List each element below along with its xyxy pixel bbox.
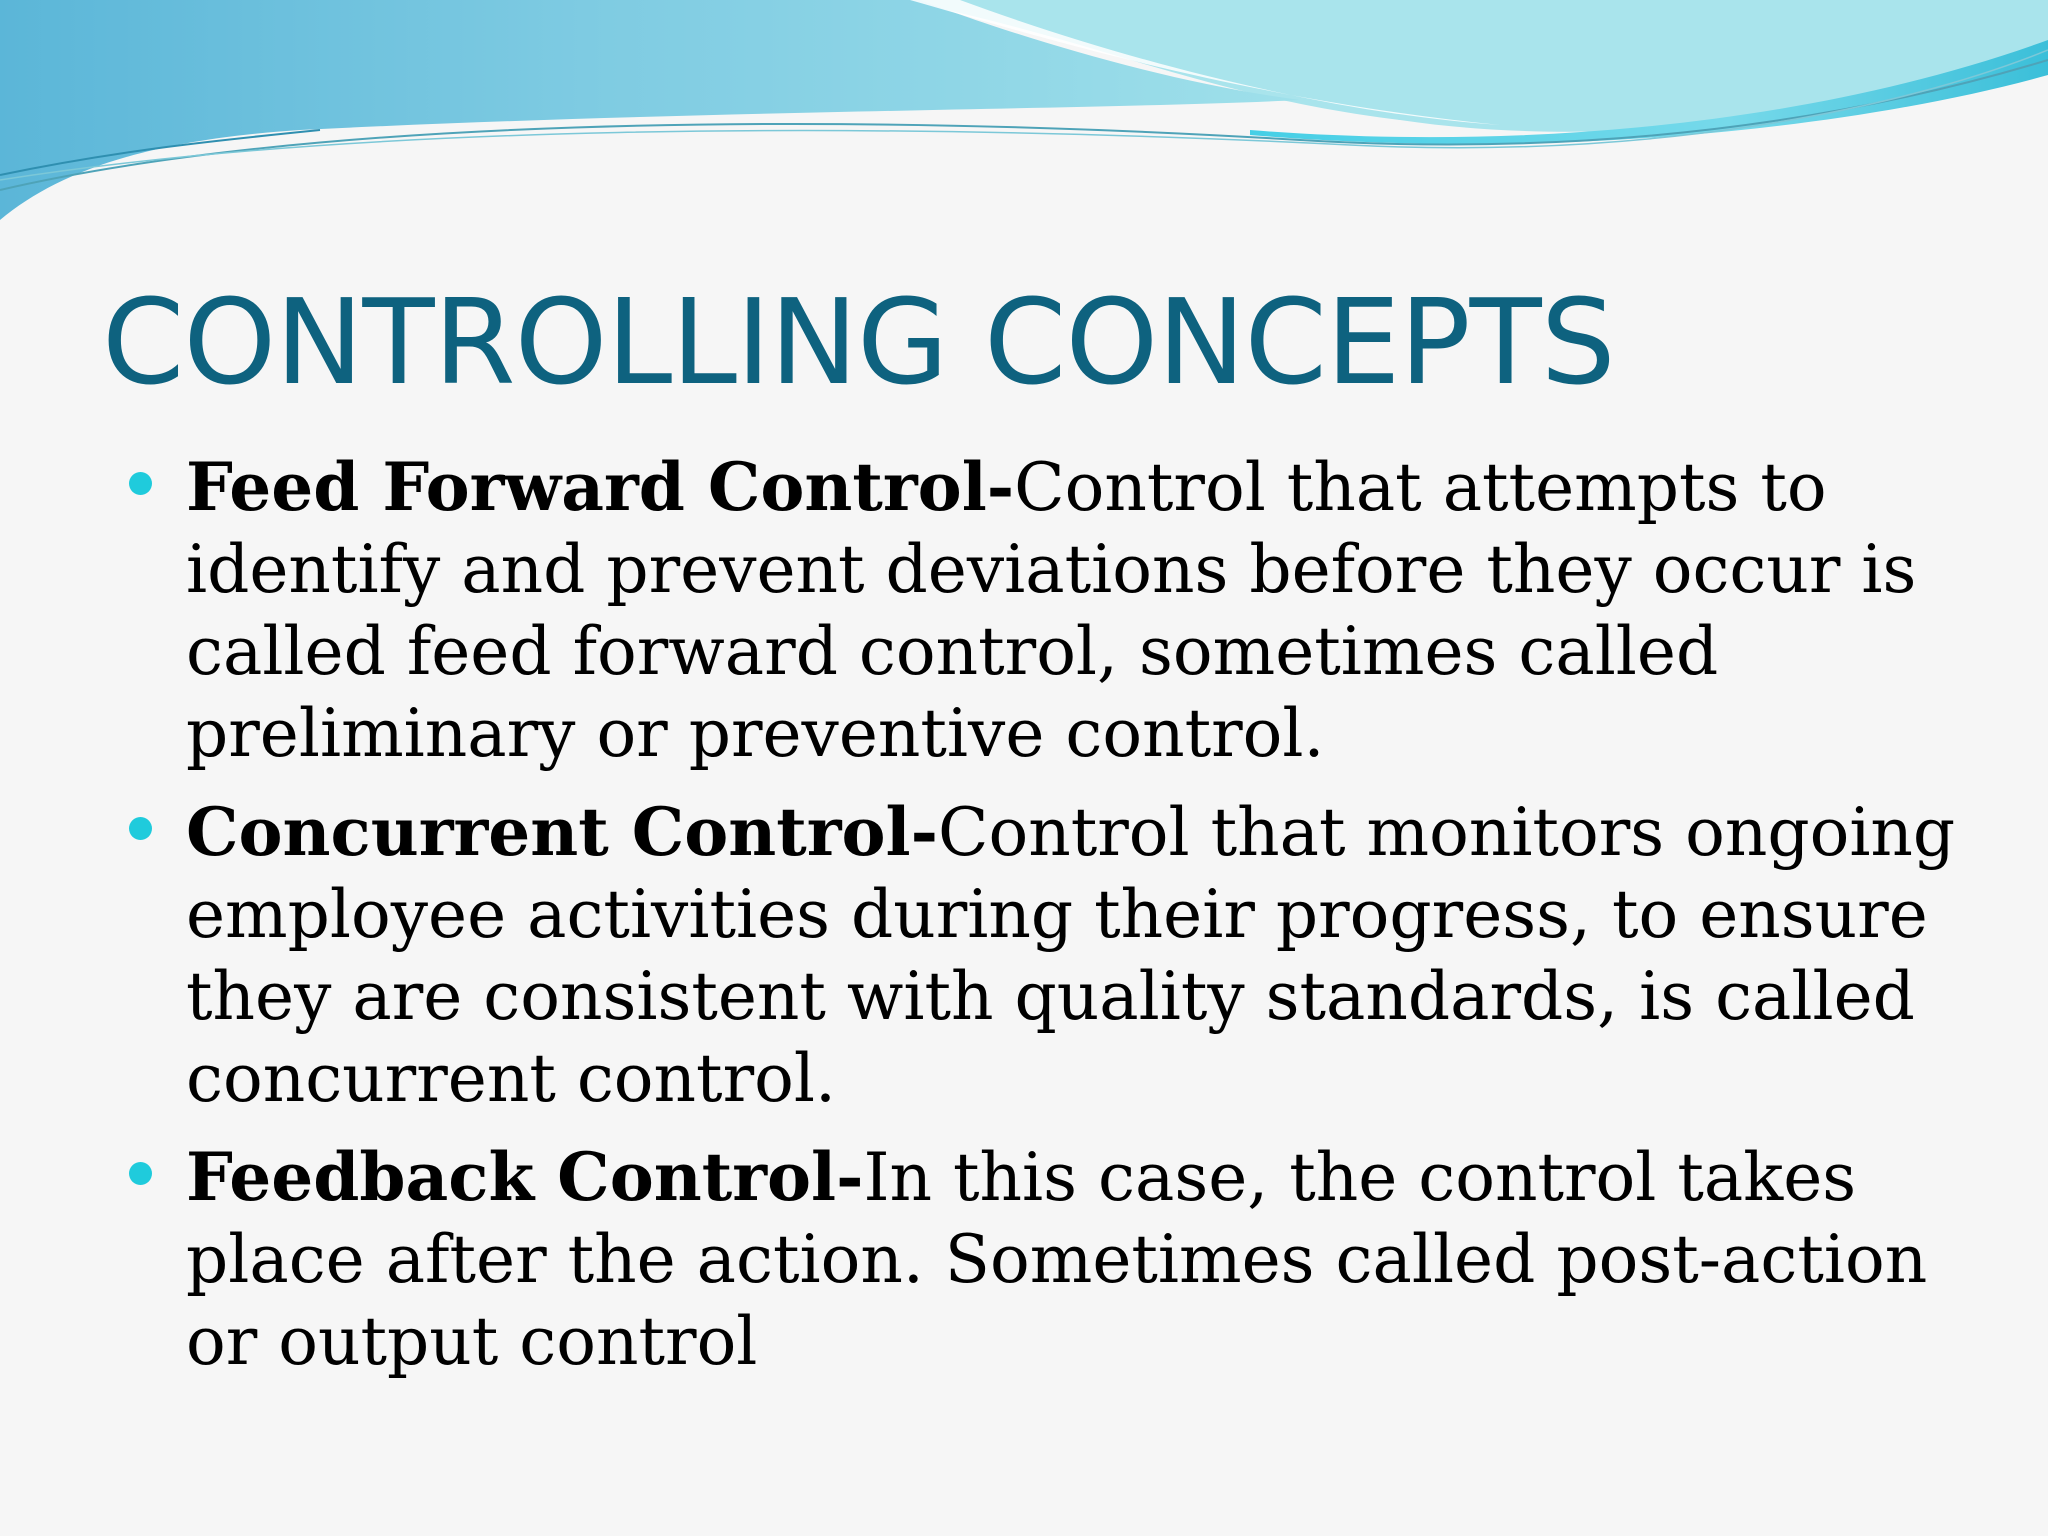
bullet-term: Feed Forward Control- [186, 448, 1015, 526]
slide-title: CONTROLLING CONCEPTS [102, 273, 1615, 411]
bullet-term: Concurrent Control- [186, 793, 938, 871]
bullet-text: Control that monitors ongoing employee activities during their progress, to ensure they are consistent with quality standards, is called concurrent control. [186, 794, 1956, 1117]
bullet-text: Control that attempts to identify and prevent deviations before they occur is called feed forward control, sometimes called preliminary or preventive control. [186, 449, 1917, 772]
bullet-item-concurrent [186, 791, 1976, 1120]
header-wave-decoration [0, 0, 2048, 240]
bullet-item-feedback [186, 1136, 1976, 1383]
bullet-item-feed-forward [186, 446, 1976, 775]
bullet-dot-icon [129, 1162, 152, 1185]
bullet-dot-icon [129, 472, 152, 495]
bullet-term: Feedback Control- [186, 1138, 864, 1216]
bullet-text: In this case, the control takes place after the action. Sometimes called post-action or output control [186, 1139, 1928, 1380]
bullet-list [186, 446, 1976, 1399]
bullet-dot-icon [129, 817, 152, 840]
